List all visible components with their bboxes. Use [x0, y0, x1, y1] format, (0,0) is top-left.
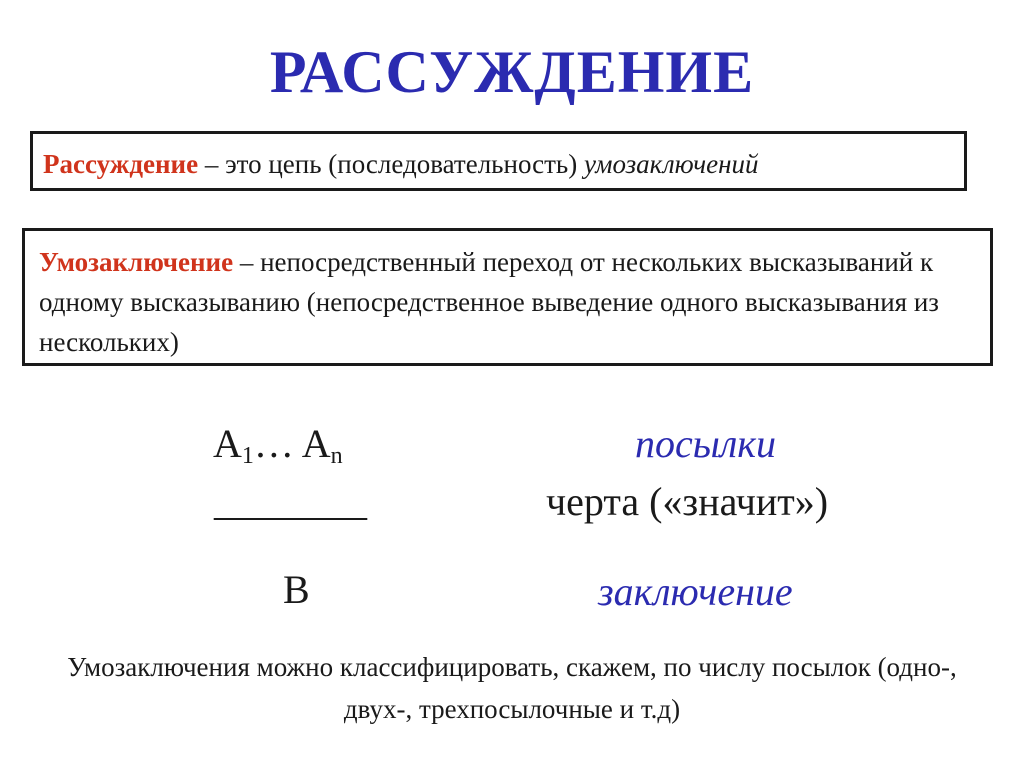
premise-last-symbol: A: [301, 421, 331, 466]
label-conclusion: заключение: [598, 569, 793, 614]
formula-conclusion: B: [283, 567, 310, 612]
term-inference: Умозаключение: [39, 247, 234, 277]
definition-inference-box: [22, 228, 993, 366]
definition-reasoning-text: – это цепь (последовательность): [198, 149, 584, 179]
premise-last-index: n: [330, 443, 343, 469]
premise-first-symbol: A: [213, 421, 242, 466]
premise-ellipsis: …: [253, 421, 302, 466]
label-line: черта («значит»): [546, 479, 829, 524]
definition-inference-text: – непосредственный переход от нескольких высказываний к одному высказыванию (непосредственное выведение одного высказывания из нескольких): [39, 247, 939, 357]
formula-premises: [213, 420, 343, 470]
premise-first-index: 1: [241, 443, 254, 469]
label-premises: посылки: [635, 421, 776, 466]
formula-line: ________: [214, 479, 366, 524]
definition-reasoning-emphasis: умозаключений: [583, 149, 759, 179]
footer-note: Умозаключения можно классифицировать, скажем, по числу посылок (одно-, двух-, трехпосылочные и т.д): [67, 652, 957, 724]
term-reasoning: Рассуждение: [43, 149, 199, 179]
definition-reasoning-box: [30, 131, 967, 191]
slide-title: РАССУЖДЕНИЕ: [269, 39, 755, 105]
